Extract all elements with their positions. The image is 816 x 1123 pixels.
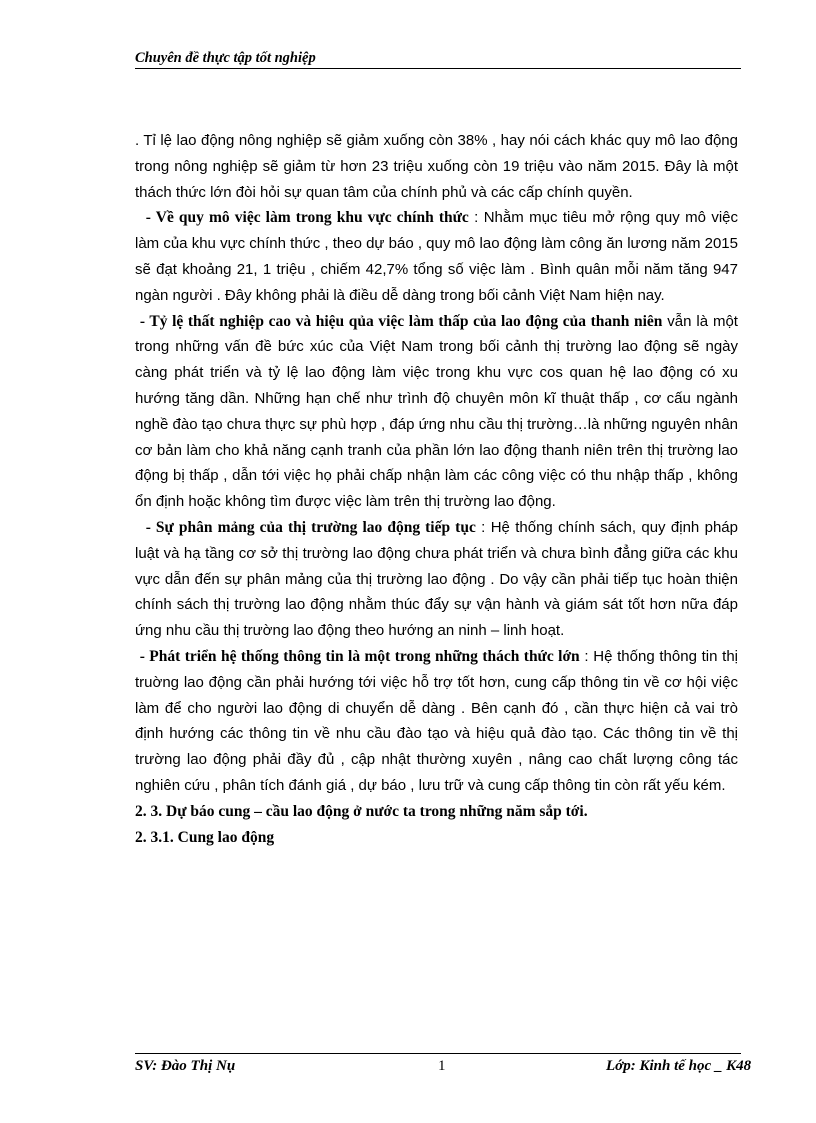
footer-student-name: SV: Đào Thị Nụ — [135, 1058, 236, 1074]
document-body — [135, 128, 738, 850]
footer-page-number: 1 — [438, 1058, 446, 1074]
paragraph-lead: - Về quy mô việc làm trong khu vực chính thức — [145, 209, 469, 227]
page-header-title: Chuyên đề thực tập tốt nghiệp — [135, 50, 316, 66]
paragraph-lead: - Sự phân mảng của thị trường lao động tiếp tục — [145, 518, 476, 536]
paragraph-text: vẫn là một trong những vấn đề bức xúc của Việt Nam trong bối cảnh thị trường lao động sẽ ngày càng phát triển và tỷ lệ lao động làm việc trong khu vực cos quan hệ lao động có xu hướng tăng dần. Những hạn chế như trình độ chuyên môn kĩ thuật thấp , cơ cấu ngành nghề đào tạo chưa thực sự phù hợp , đáp ứng nhu cầu thị trường…là những nguyên nhân cơ bản làm cho khả năng cạnh tranh của phần lớn lao động thanh niên trên thị trường lao động bị thấp , dẫn tới việc họ phải chấp nhận làm các công việc có thu nhập thấp , không ổn định hoặc không tìm được việc làm trên thị trường lao động. — [135, 312, 738, 511]
paragraph-text: : Hệ thống chính sách, quy định pháp luật và hạ tầng cơ sở thị trường lao động chưa phát triển và chưa bình đẳng giữa các khu vực dẫn đến sự phân mảng của thị trường lao động . Do vậy cần phải tiếp tục hoàn thiện chính sách thị trường lao động nhằm thúc đẩy sự vận hành và giám sát tốt hơn nữa đáp ứng nhu cầu thị trường lao động theo hướng an ninh – linh hoạt. — [135, 518, 738, 640]
footer-divider — [135, 1053, 741, 1054]
paragraph-market-fragmentation — [135, 515, 738, 644]
header-divider — [135, 68, 741, 69]
paragraph-youth-unemployment — [135, 309, 738, 515]
paragraph-information-system — [135, 644, 738, 799]
paragraph-lead: - Tỷ lệ thất nghiệp cao và hiệu qủa việc làm thấp của lao động của thanh niên — [139, 312, 663, 330]
footer-class-name: Lớp: Kinh tế học _ K48 — [606, 1058, 752, 1074]
paragraph-labor-share: . Tỉ lệ lao động nông nghiệp sẽ giảm xuống còn 38% , hay nói cách khác quy mô lao động trong nông nghiệp sẽ giảm từ hơn 23 triệu xuống còn 19 triệu vào năm 2015. Đây là một thách thức lớn đòi hỏi sự quan tâm của chính phủ và các cấp chính quyền. — [135, 132, 738, 201]
paragraph-formal-employment — [135, 205, 738, 308]
section-heading-forecast: 2. 3. Dự báo cung – cầu lao động ở nước ta trong những năm sắp tới. — [135, 802, 588, 820]
paragraph-text: : Nhằm mục tiêu mở rộng quy mô việc làm của khu vực chính thức , theo dự báo , quy mô lao động làm công ăn lương năm 2015 sẽ đạt khoảng 21, 1 triệu , chiếm 42,7% tổng số việc làm . Bình quân mỗi năm tăng 947 ngàn người . Đây không phải là điều dễ dàng trong bối cảnh Việt Nam hiện nay. — [135, 209, 738, 304]
paragraph-text: : Hệ thống thông tin thị truờng lao động cần phải hướng tới việc hỗ trợ tốt hơn, cung cấp thông tin về cơ hội việc làm để cho người lao động di chuyển dễ dàng . Bên cạnh đó , cần thực hiện cả vai trò định hướng các thông tin về nhu cầu đào tạo và hiệu quả đào tạo. Các thông tin về thị trường lao động phải đầy đủ , cập nhật thường xuyên , nâng cao chất lượng công tác nghiên cứu , phân tích đánh giá , dự báo , lưu trữ và cung cấp thông tin còn rất yếu kém. — [135, 647, 739, 794]
subsection-heading-labor-supply: 2. 3.1. Cung lao động — [135, 828, 275, 846]
paragraph-lead: - Phát triển hệ thống thông tin là một trong những thách thức lớn — [139, 647, 580, 665]
